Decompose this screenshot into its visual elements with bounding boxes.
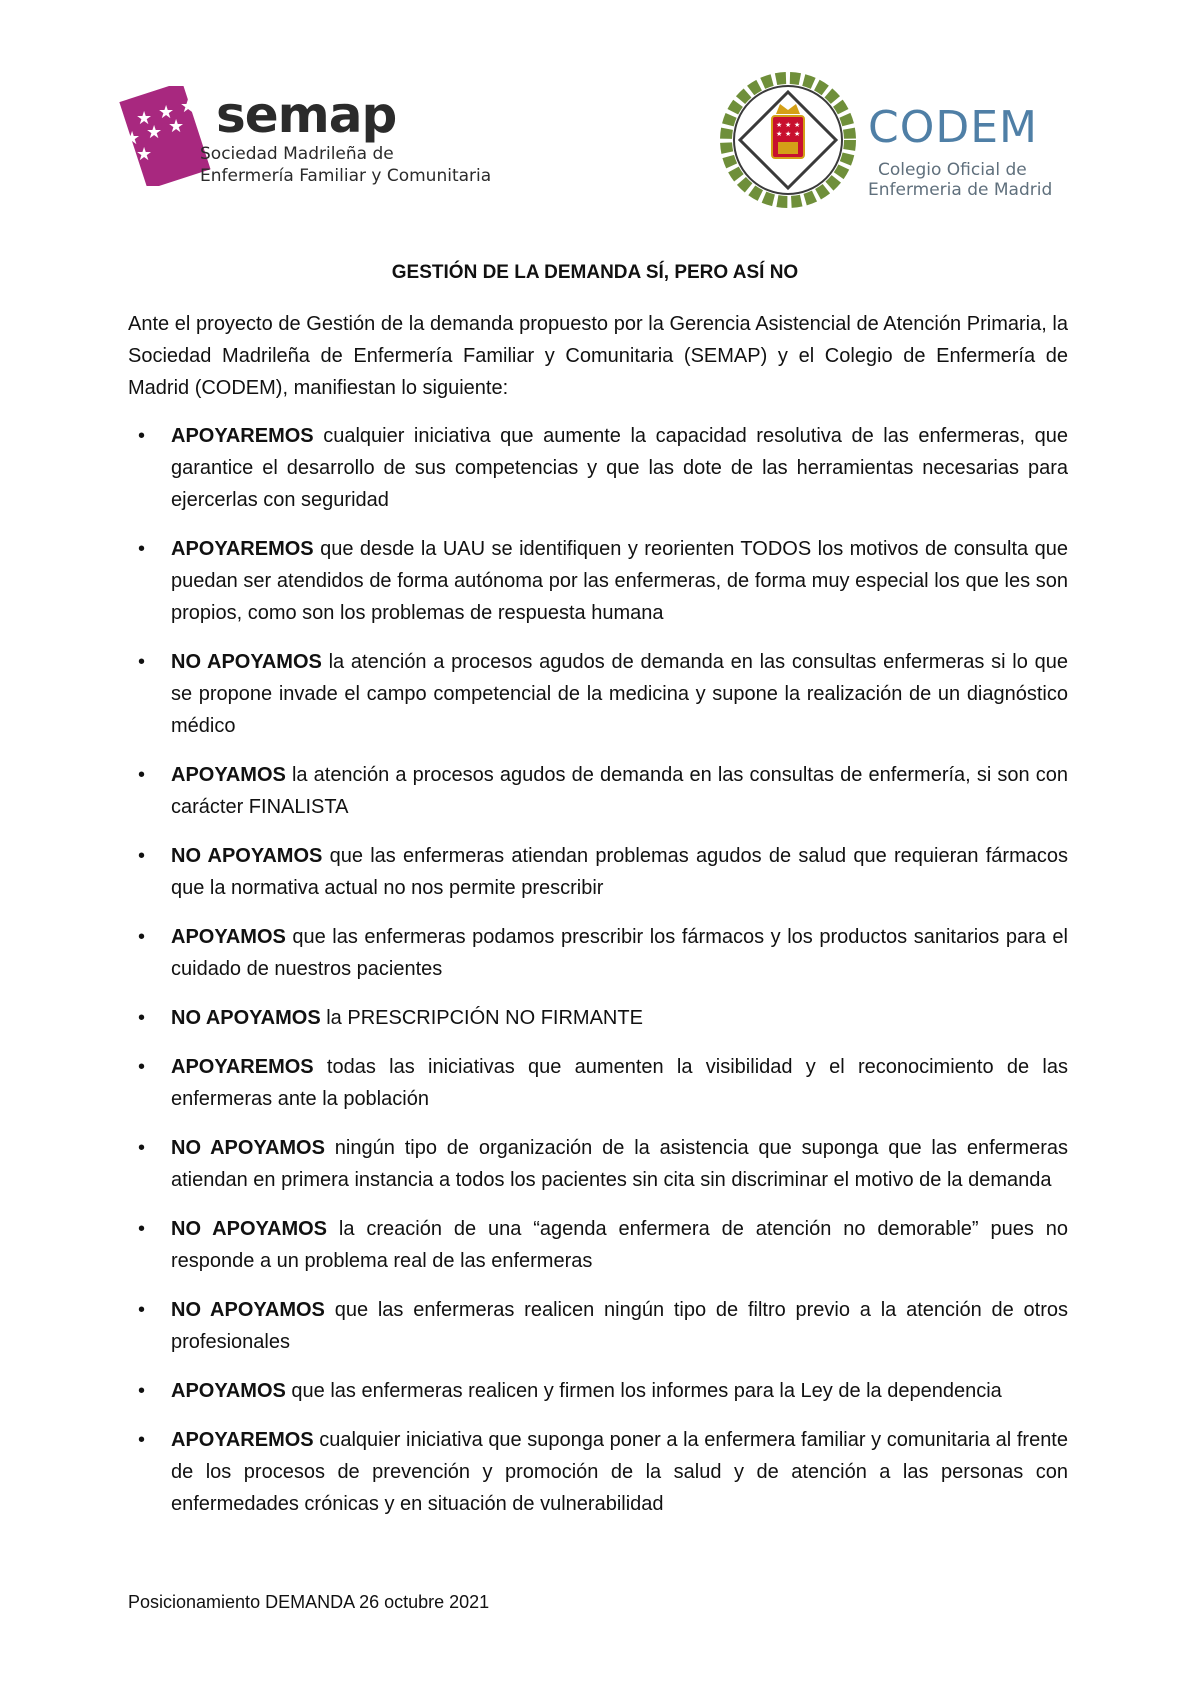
- list-item: [128, 759, 1068, 823]
- list-item: [128, 533, 1068, 629]
- svg-text:★: ★: [776, 130, 783, 138]
- codem-subtitle-line1: Colegio Oficial de: [878, 160, 1027, 180]
- codem-crest-emblem: [718, 70, 858, 210]
- list-item-keyword: NO APOYAMOS: [171, 1218, 327, 1240]
- codem-logo: [718, 70, 1058, 220]
- svg-text:★: ★: [776, 121, 783, 129]
- semap-logo: [114, 86, 492, 196]
- svg-text:★: ★: [124, 128, 141, 149]
- list-item-keyword: NO APOYAMOS: [171, 1299, 325, 1321]
- list-item: [128, 1132, 1068, 1196]
- semap-stars-emblem: [114, 86, 214, 186]
- list-item-keyword: NO APOYAMOS: [171, 1137, 325, 1159]
- list-item: [128, 1424, 1068, 1520]
- list-item-keyword: APOYAMOS: [171, 1380, 286, 1402]
- list-item-text: que desde la UAU se identifiquen y reorienten TODOS los motivos de consulta que puedan ser atendidos de forma autónoma por las enfermeras, de forma muy especial los que les son propios, como son los problemas de respuesta humana: [171, 538, 1068, 624]
- svg-text:★: ★: [785, 130, 792, 138]
- codem-subtitle-line2: Enfermeria de Madrid: [868, 180, 1053, 200]
- list-item-keyword: NO APOYAMOS: [171, 651, 322, 673]
- intro-paragraph: Ante el proyecto de Gestión de la demanda propuesto por la Gerencia Asistencial de Atención Primaria, la Sociedad Madrileña de Enfermería Familiar y Comunitaria (SEMAP) y el Colegio de Enfermería de Madrid (CODEM), manifiestan lo siguiente:: [128, 313, 1068, 399]
- list-item-text: la atención a procesos agudos de demanda en las consultas enfermeras si lo que se propone invade el campo competencial de la medicina y supone la realización de un diagnóstico médico: [171, 651, 1068, 737]
- bullet-icon: •: [138, 1429, 146, 1451]
- bullet-icon: •: [138, 1007, 146, 1029]
- list-item-text: que las enfermeras atiendan problemas agudos de salud que requieran fármacos que la normativa actual no nos permite prescribir: [171, 845, 1068, 899]
- list-item: [128, 1051, 1068, 1115]
- list-item: [128, 1294, 1068, 1358]
- list-item-text: cualquier iniciativa que aumente la capacidad resolutiva de las enfermeras, que garantice el desarrollo de sus competencias y que las dote de las herramientas necesarias para ejercerlas con seguridad: [171, 425, 1068, 511]
- list-item-text: que las enfermeras podamos prescribir los fármacos y los productos sanitarios para el cuidado de nuestros pacientes: [171, 926, 1068, 980]
- list-item: [128, 1213, 1068, 1277]
- list-item: [128, 1375, 1068, 1407]
- semap-subtitle-line2: Enfermería Familiar y Comunitaria: [200, 166, 492, 186]
- list-item-keyword: APOYAMOS: [171, 926, 286, 948]
- codem-name: CODEM: [868, 102, 1038, 153]
- list-item-text: que las enfermeras realicen ningún tipo de filtro previo a la atención de otros profesionales: [171, 1299, 1068, 1353]
- footer-text: Posicionamiento DEMANDA 26 octubre 2021: [128, 1592, 490, 1612]
- list-item: [128, 646, 1068, 742]
- svg-text:★: ★: [168, 116, 185, 137]
- bullet-icon: •: [138, 425, 146, 447]
- bullet-icon: •: [138, 1056, 146, 1078]
- list-item-text: la atención a procesos agudos de demanda en las consultas de enfermería, si son con carácter FINALISTA: [171, 764, 1068, 818]
- list-item-keyword: NO APOYAMOS: [171, 845, 323, 867]
- bullet-icon: •: [138, 538, 146, 560]
- list-item: [128, 1002, 1068, 1034]
- list-item-keyword: APOYAMOS: [171, 764, 286, 786]
- svg-text:★: ★: [794, 130, 801, 138]
- list-item: [128, 420, 1068, 516]
- list-item-text: cualquier iniciativa que suponga poner a la enfermera familiar y comunitaria al frente de los procesos de prevención y promoción de la salud y de atención a las personas con enfermedades crónicas y en situación de vulnerabilidad: [171, 1429, 1068, 1515]
- list-item-keyword: APOYAREMOS: [171, 538, 314, 560]
- bullet-icon: •: [138, 651, 146, 673]
- bullet-icon: •: [138, 1380, 146, 1402]
- bullet-icon: •: [138, 1137, 146, 1159]
- bullet-icon: •: [138, 1218, 146, 1240]
- svg-text:★: ★: [180, 96, 197, 117]
- list-item-keyword: NO APOYAMOS: [171, 1007, 321, 1029]
- position-list: [128, 420, 1068, 1537]
- list-item-text: ningún tipo de organización de la asistencia que suponga que las enfermeras atiendan en primera instancia a todos los pacientes sin cita sin discriminar el motivo de la demanda: [171, 1137, 1068, 1191]
- svg-text:★: ★: [785, 121, 792, 129]
- document-title: GESTIÓN DE LA DEMANDA SÍ, PERO ASÍ NO: [391, 262, 799, 283]
- list-item-text: la PRESCRIPCIÓN NO FIRMANTE: [320, 1007, 643, 1029]
- bullet-icon: •: [138, 764, 146, 786]
- list-item-keyword: APOYAREMOS: [171, 425, 314, 447]
- svg-text:★: ★: [136, 144, 153, 165]
- list-item: [128, 921, 1068, 985]
- semap-subtitle-line1: Sociedad Madrileña de: [200, 144, 394, 164]
- list-item-text: que las enfermeras realicen y firmen los informes para la Ley de la dependencia: [285, 1380, 1002, 1402]
- svg-text:★: ★: [136, 108, 153, 129]
- bullet-icon: •: [138, 926, 146, 948]
- list-item-keyword: APOYAREMOS: [171, 1429, 314, 1451]
- semap-wordmark: semap: [216, 86, 397, 144]
- list-item-text: todas las iniciativas que aumenten la visibilidad y el reconocimiento de las enfermeras ante la población: [171, 1056, 1068, 1110]
- list-item-text: la creación de una “agenda enfermera de atención no demorable” pues no responde a un problema real de las enfermeras: [171, 1218, 1068, 1272]
- svg-text:★: ★: [158, 102, 175, 123]
- list-item: [128, 840, 1068, 904]
- svg-text:★: ★: [146, 122, 163, 143]
- svg-text:★: ★: [794, 121, 801, 129]
- bullet-icon: •: [138, 845, 146, 867]
- bullet-icon: •: [138, 1299, 146, 1321]
- list-item-keyword: APOYAREMOS: [171, 1056, 314, 1078]
